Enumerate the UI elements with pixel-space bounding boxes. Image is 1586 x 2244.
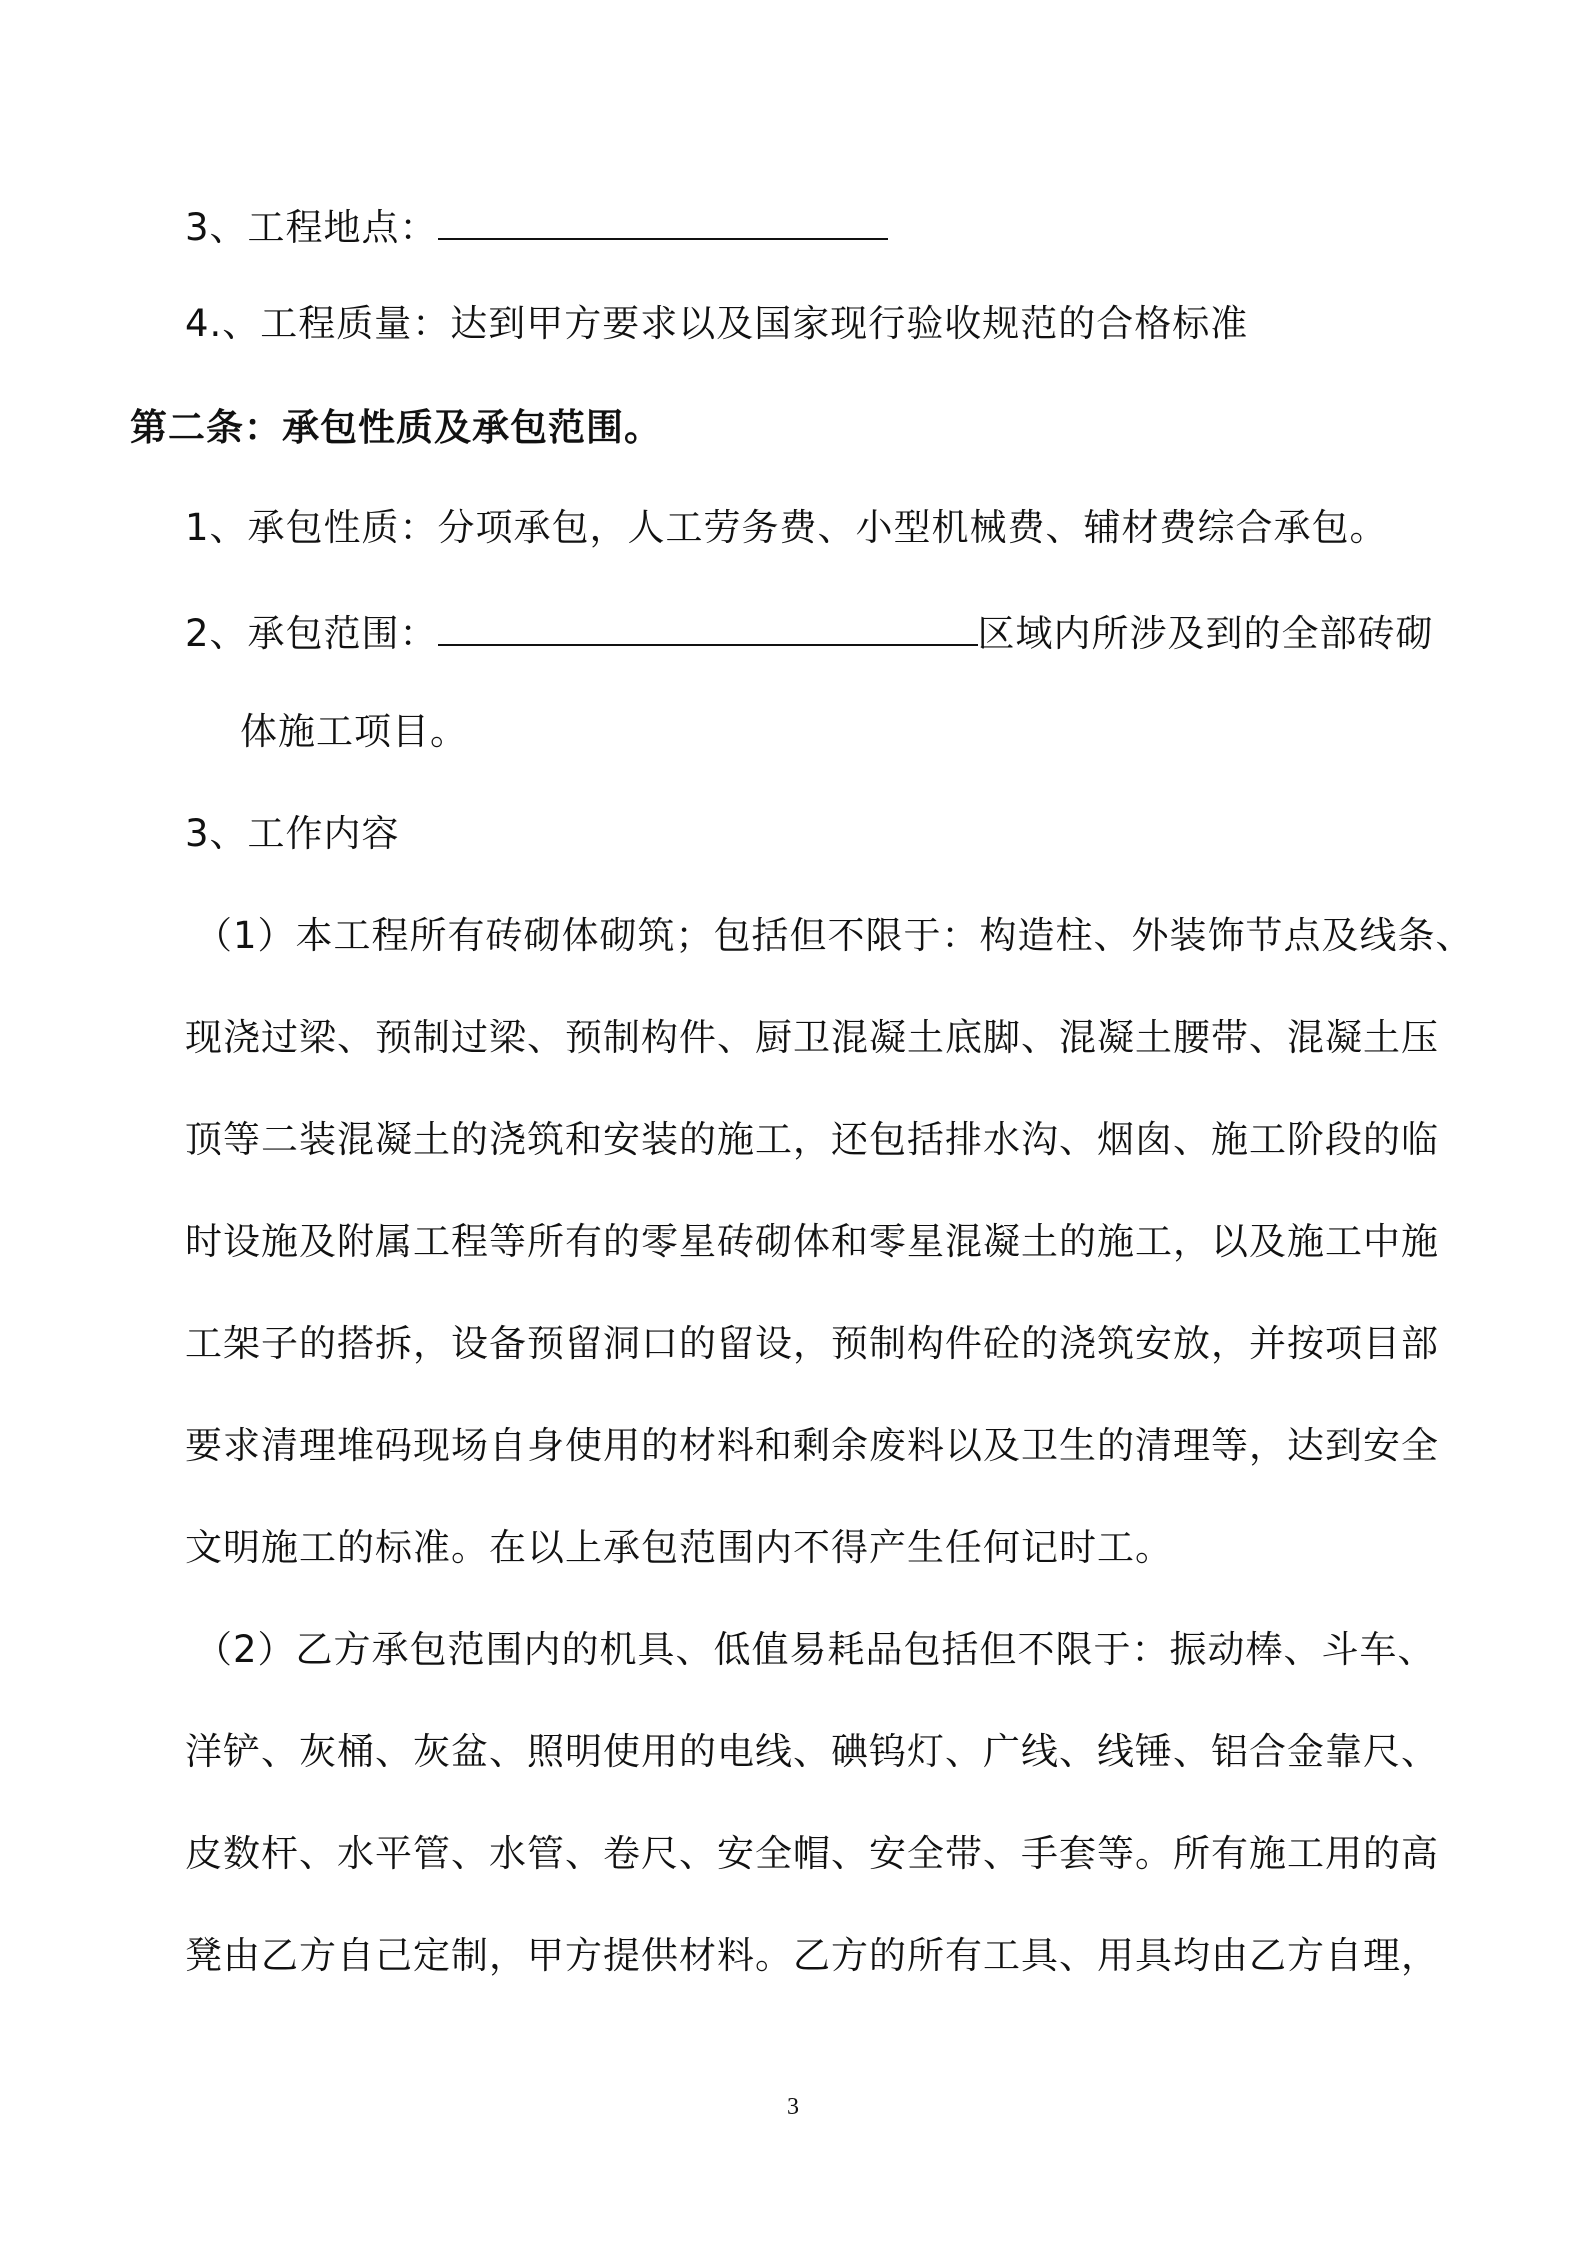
contract-scope-blank — [438, 604, 978, 646]
project-location-item — [185, 198, 888, 254]
contract-scope-continuation: 体施工项目。 — [240, 710, 468, 753]
contract-scope-item — [185, 604, 1434, 660]
article-2-heading: 第二条：承包性质及承包范围。 — [130, 406, 662, 449]
work-content-sub1-line: 现浇过梁、预制过梁、预制构件、厨卫混凝土底脚、混凝土腰带、混凝土压 — [185, 1016, 1439, 1059]
project-quality-item: 4.、工程质量：达到甲方要求以及国家现行验收规范的合格标准 — [185, 302, 1249, 345]
work-content-sub1-line: 时设施及附属工程等所有的零星砖砌体和零星混凝土的施工，以及施工中施 — [185, 1220, 1439, 1263]
contract-scope-suffix: 区域内所涉及到的全部砖砌 — [977, 612, 1434, 655]
page-number: 3 — [787, 2094, 799, 2120]
work-content-sub1-line: 顶等二装混凝土的浇筑和安装的施工，还包括排水沟、烟囱、施工阶段的临 — [185, 1118, 1439, 1161]
contract-scope-label: 2、承包范围： — [185, 612, 438, 655]
work-content-sub1-line: 工架子的搭拆，设备预留洞口的留设，预制构件砼的浇筑安放，并按项目部 — [185, 1322, 1439, 1365]
work-content-sub1-line: 文明施工的标准。在以上承包范围内不得产生任何记时工。 — [185, 1526, 1173, 1569]
work-content-sub2-line: 凳由乙方自己定制，甲方提供材料。乙方的所有工具、用具均由乙方自理， — [185, 1934, 1439, 1977]
work-content-sub1-line: 要求清理堆码现场自身使用的材料和剩余废料以及卫生的清理等，达到安全 — [185, 1424, 1439, 1467]
work-content-sub2-line: 洋铲、灰桶、灰盆、照明使用的电线、碘钨灯、广线、线锤、铝合金靠尺、 — [185, 1730, 1439, 1773]
work-content-sub2-line: 皮数杆、水平管、水管、卷尺、安全帽、安全带、手套等。所有施工用的高 — [185, 1832, 1439, 1875]
project-location-label: 3、工程地点： — [185, 206, 438, 249]
work-content-sub2-line: （2）乙方承包范围内的机具、低值易耗品包括但不限于：振动棒、斗车、 — [195, 1628, 1436, 1671]
work-content-heading: 3、工作内容 — [185, 812, 400, 855]
project-location-blank — [438, 198, 888, 240]
work-content-sub1-line: （1）本工程所有砖砌体砌筑；包括但不限于：构造柱、外装饰节点及线条、 — [195, 914, 1474, 957]
contract-nature-item: 1、承包性质：分项承包，人工劳务费、小型机械费、辅材费综合承包。 — [185, 506, 1388, 549]
